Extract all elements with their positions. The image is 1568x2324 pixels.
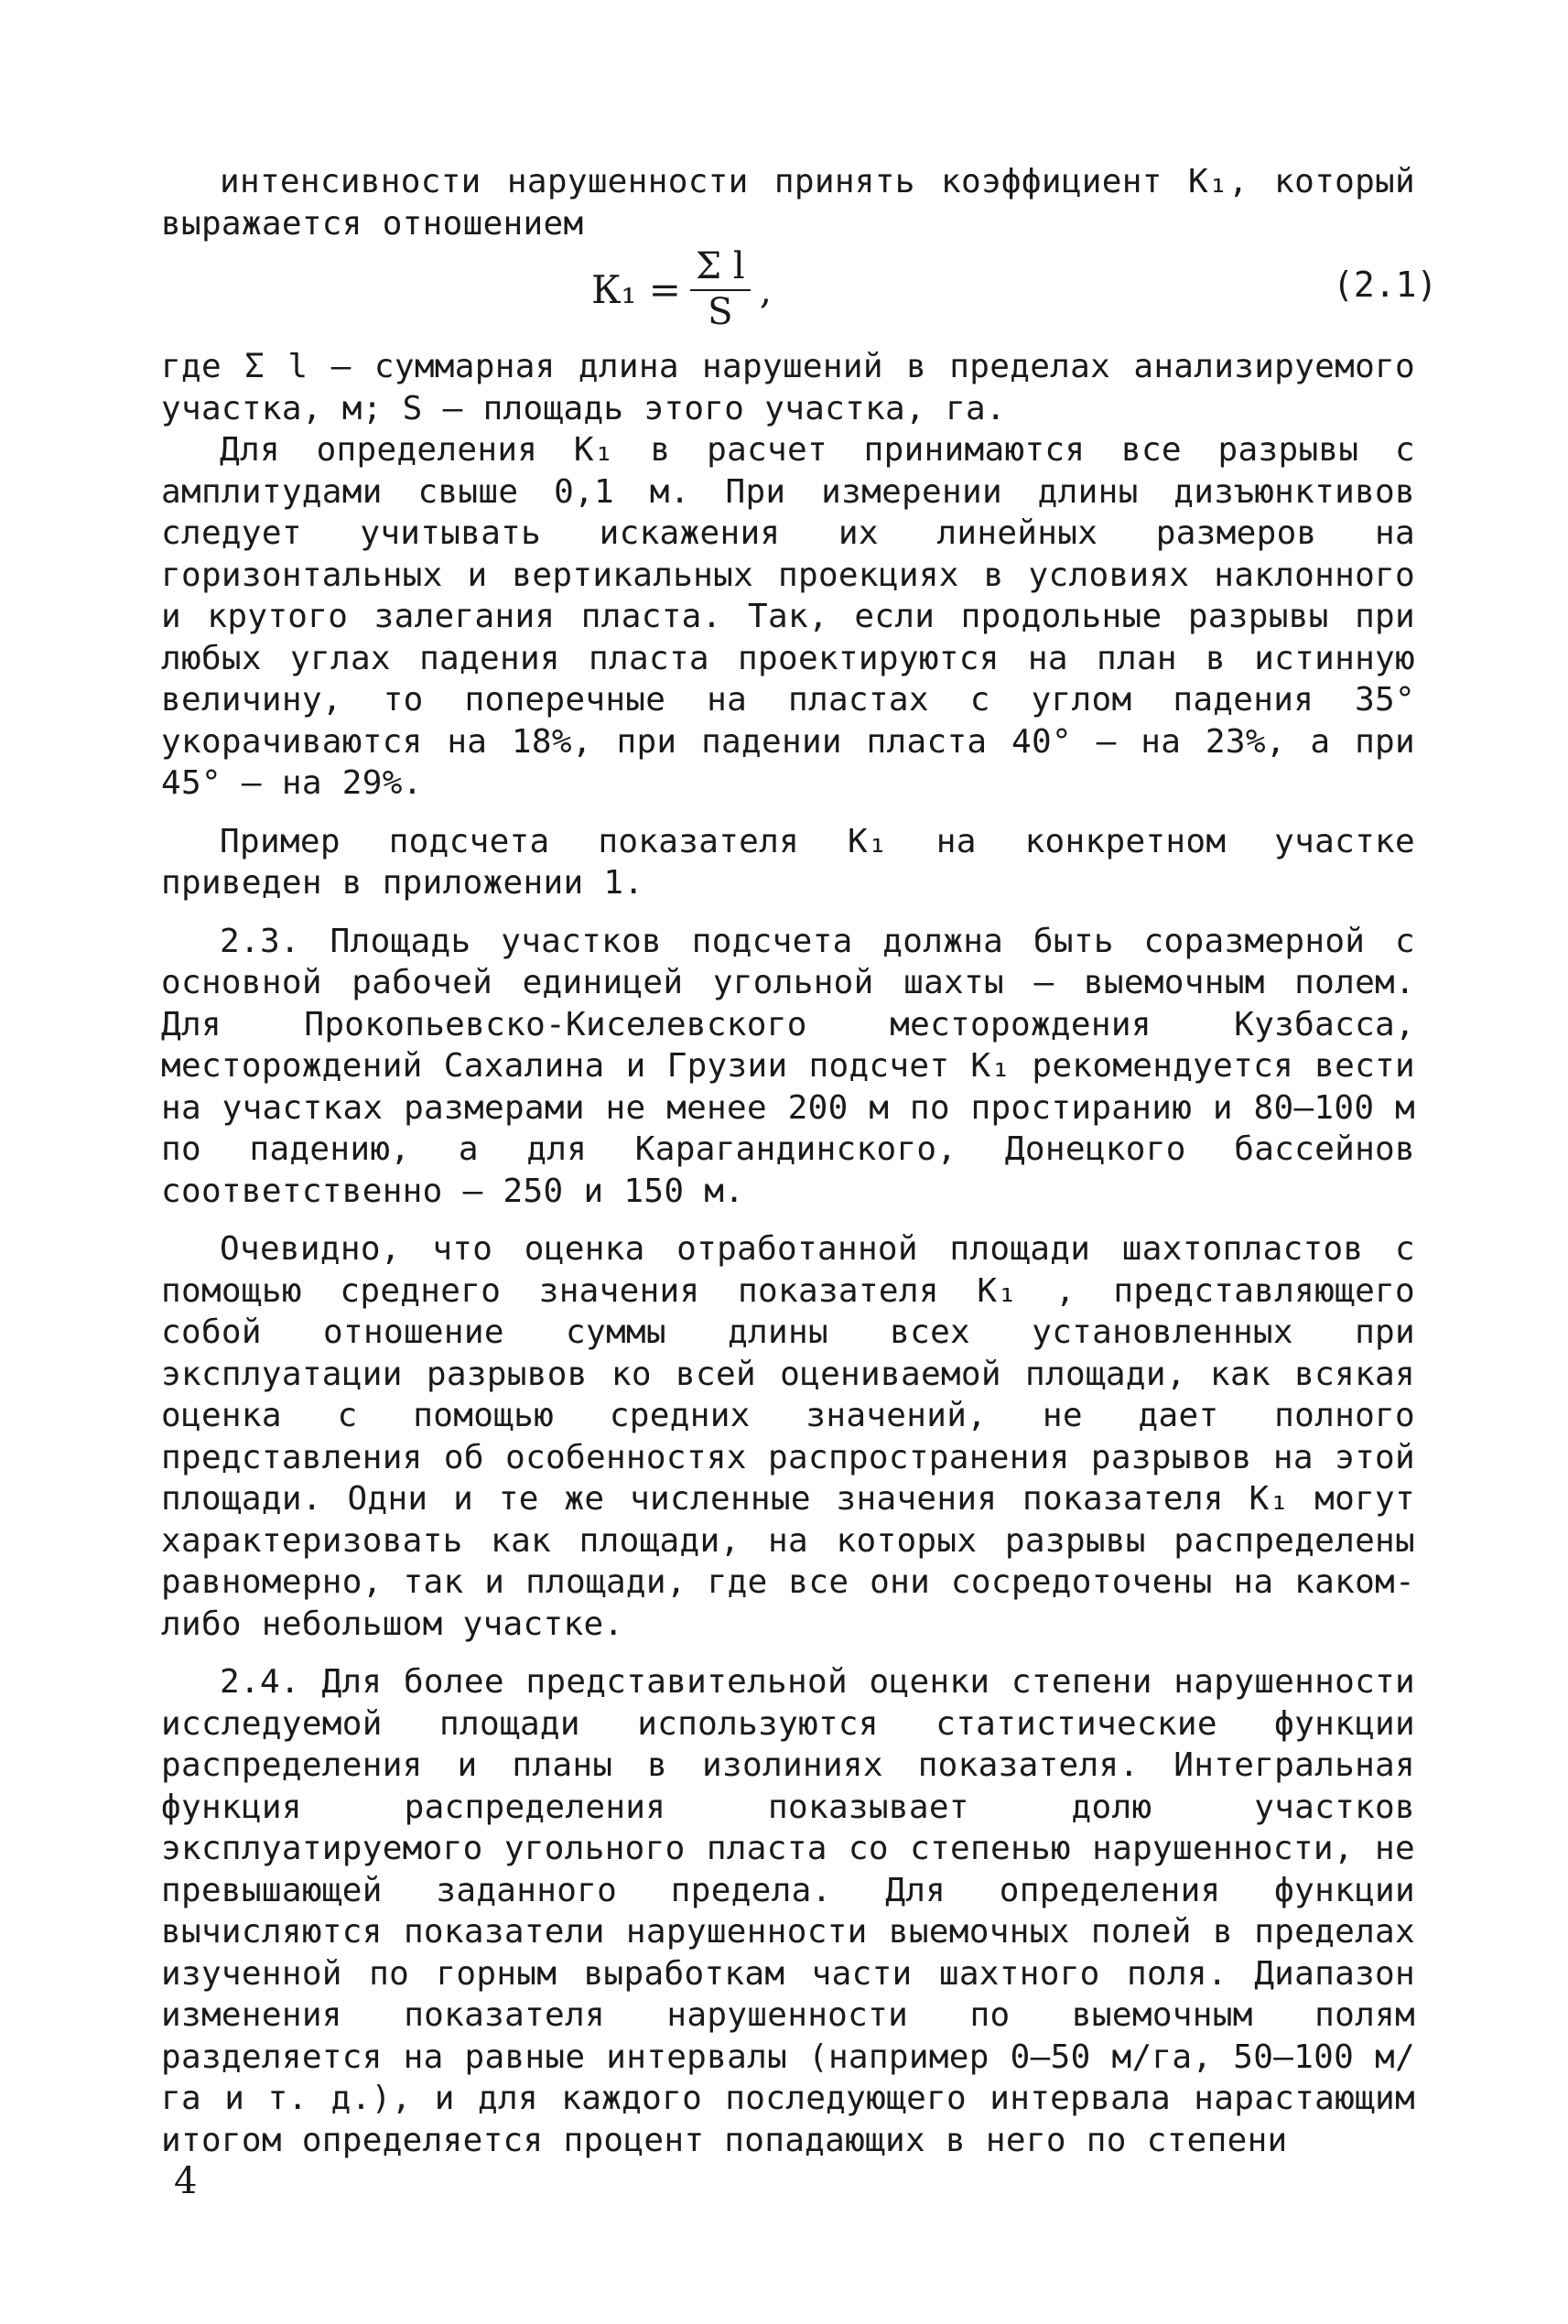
section-2-4-paragraph: 2.4. Для более представительной оценки степени нарушенности исследуемой площади используются статистические функции распределения и планы в изолиниях показателя. Интегральная функция распределения показывает долю участков эксплуатируемого угольного пласта со степенью нарушенности, не превышающей заданного предела. Для определения функции вычисляются показатели нарушенности выемочных полей в пределах изученной по горным выработкам части шахтного поля. Диапазон изменения показателя нарушенности по выемочным полям разделяется на равные интервалы (например 0–50 м/га, 50–100 м/га и т. д.), и для каждого последующего интервала нарастающим итогом определяется процент попадающих в него по степени (161, 1663, 1415, 2159)
formula-2-1 (591, 245, 772, 333)
section-2-3-paragraph: 2.3. Площадь участков подсчета должна быть соразмерной с основной рабочей единицей угольной шахты – выемочным полем. Для Прокопьевско-Киселевского месторождения Кузбасса, месторождений Сахалина и Грузии подсчет К₁ рекомендуется вести на участках размерами не менее 200 м по простиранию и 80–100 м по падению, а для Карагандинского, Донецкого бассейнов соответственно – 250 и 150 м. (161, 922, 1415, 1210)
formula-fraction (690, 245, 751, 333)
where-paragraph: где Σ l – суммарная длина нарушений в пределах анализируемого участка, м; S – площадь этого участка, га. (161, 348, 1415, 427)
formula-lhs: К₁ = (591, 266, 681, 312)
formula-denominator: S (708, 291, 733, 333)
determine-paragraph: Для определения К₁ в расчет принимаются все разрывы с амплитудами свыше 0,1 м. При измерении длины дизъюнктивов следует учитывать искажения их линейных размеров на горизонтальных и вертикальных проекциях в условиях наклонного и крутого залегания пласта. Так, если продольные разрывы при любых углах падения пласта проектируются на план в истинную величину, то поперечные на пластах с углом падения 35° укорачиваются на 18%, при падении пласта 40° – на 23%, а при 45° – на 29%. (161, 431, 1415, 802)
page-number: 4 (174, 2160, 198, 2202)
formula-trail: , (759, 266, 773, 312)
obviously-paragraph: Очевидно, что оценка отработанной площади шахтопластов с помощью среднего значения показателя К₁ , представляющего собой отношение суммы длины всех установленных при эксплуатации разрывов ко всей оцениваемой площади, как всякая оценка с помощью средних значений, не дает полного представления об особенностях распространения разрывов на этой площади. Одни и те же численные значения показателя К₁ могут характеризовать как площади, на которых разрывы распределены равномерно, так и площади, где все они сосредоточены на каком-либо небольшом участке. (161, 1230, 1415, 1643)
formula-number: (2.1) (1333, 265, 1438, 305)
intro-paragraph: интенсивности нарушенности принять коэффициент К₁, который выражается отношением (161, 163, 1415, 243)
example-paragraph: Пример подсчета показателя К₁ на конкретном участке приведен в приложении 1. (161, 822, 1415, 902)
formula-numerator: Σ l (690, 245, 751, 291)
intro-block (161, 161, 1415, 244)
main-text (161, 346, 1415, 2161)
